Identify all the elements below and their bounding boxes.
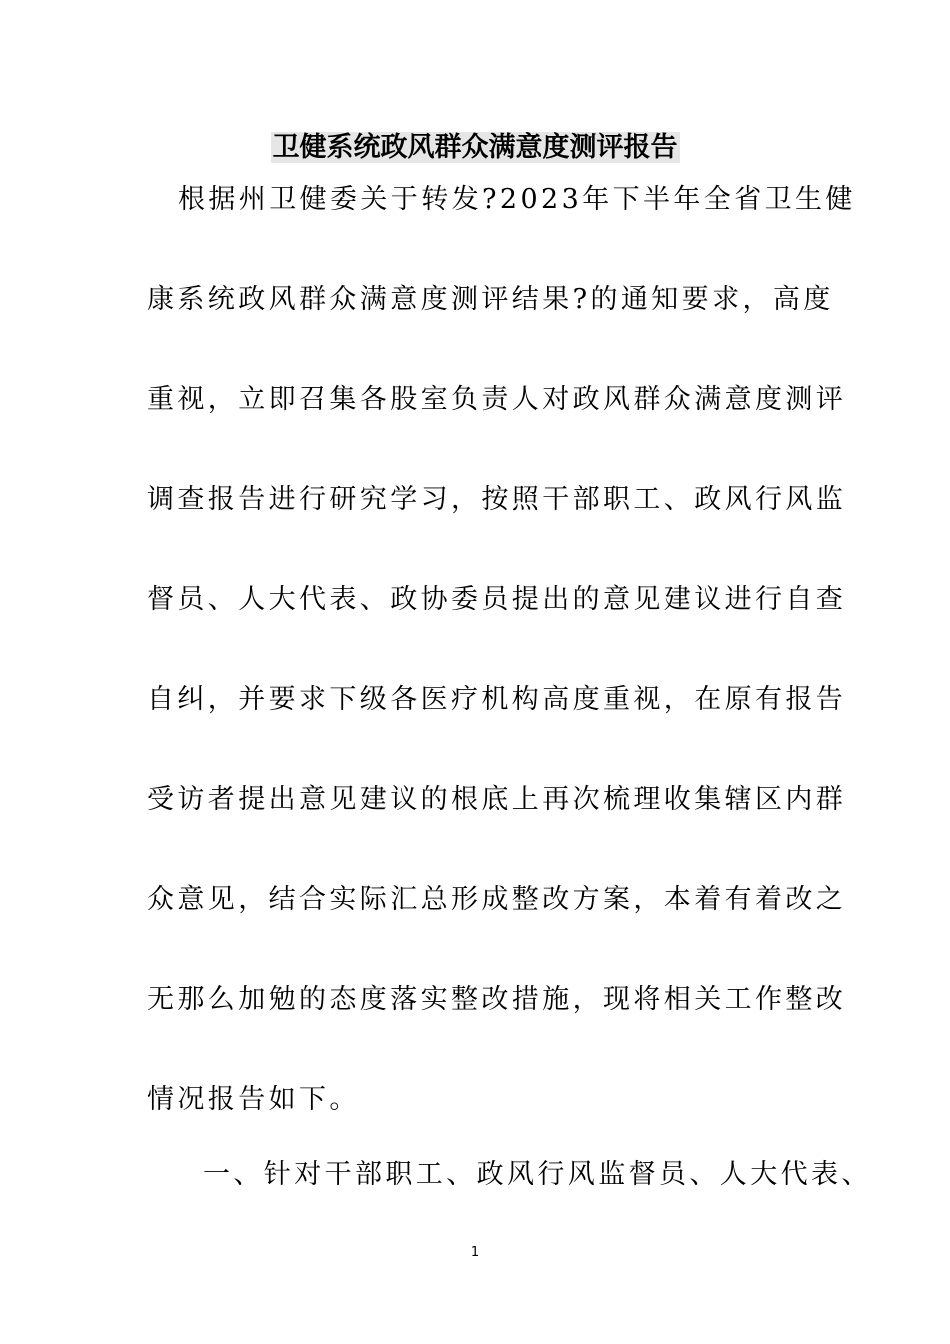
- paragraph-line-2: 康系统政风群众满意度测评结果?的通知要求，高度: [147, 284, 834, 315]
- page-number: 1: [470, 1245, 480, 1260]
- section-heading-line: 一、针对干部职工、政风行风监督员、人大代表、: [203, 1159, 872, 1190]
- paragraph-line-6: 自纠，并要求下级各医疗机构高度重视，在原有报告: [147, 684, 847, 715]
- paragraph-line-9: 无那么加勉的态度落实整改措施，现将相关工作整改: [147, 984, 847, 1015]
- paragraph-line-1: 根据州卫健委关于转发?2023年下半年全省卫生健: [178, 184, 856, 215]
- title-text: 卫健系统政风群众满意度测评报告: [272, 132, 678, 163]
- document-title: [0, 128, 950, 168]
- paragraph-line-8: 众意见，结合实际汇总形成整改方案，本着有着改之: [147, 884, 847, 915]
- paragraph-line-4: 调查报告进行研究学习，按照干部职工、政风行风监: [147, 484, 847, 515]
- paragraph-line-7: 受访者提出意见建议的根底上再次梳理收集辖区内群: [147, 784, 847, 815]
- paragraph-line-3: 重视，立即召集各股室负责人对政风群众满意度测评: [147, 384, 847, 415]
- paragraph-line-10: 情况报告如下。: [147, 1084, 360, 1115]
- paragraph-line-5: 督员、人大代表、政协委员提出的意见建议进行自查: [147, 584, 847, 615]
